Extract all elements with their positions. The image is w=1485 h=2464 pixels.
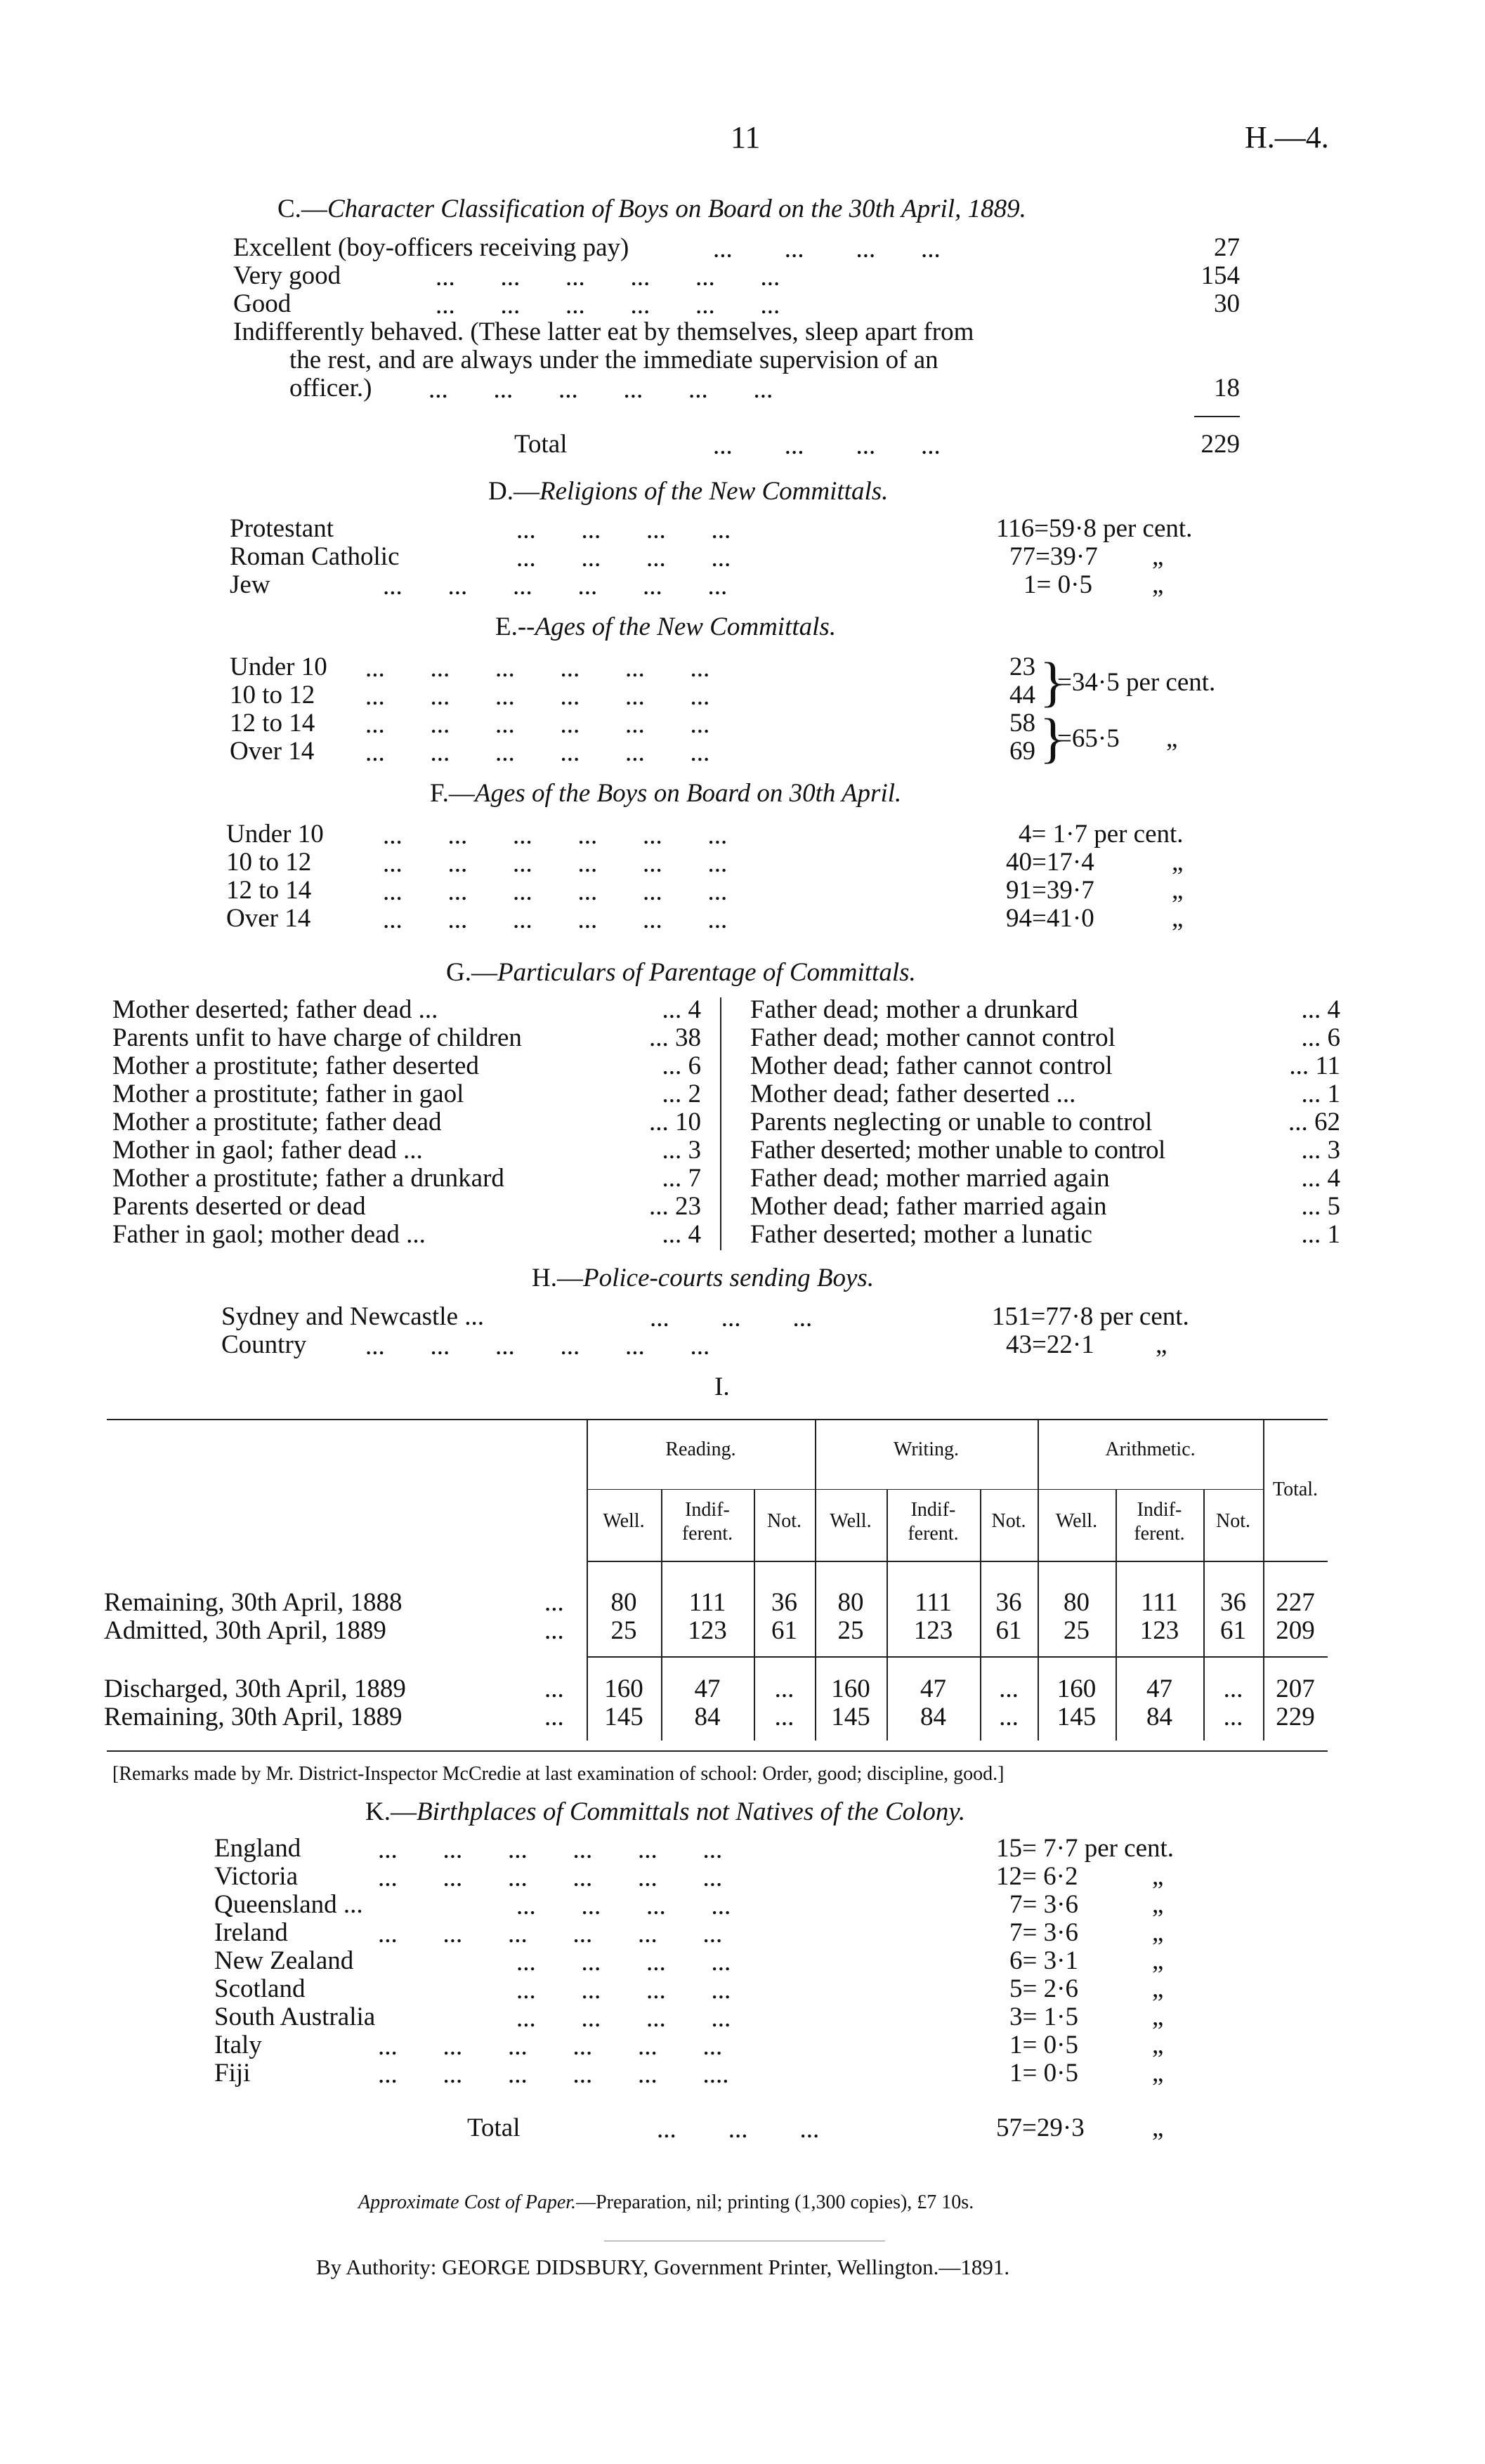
leader-dots: ... ... ... ... ... ... bbox=[365, 654, 710, 683]
section-g-title: G.—Particulars of Parentage of Committals. bbox=[446, 958, 916, 987]
leader-dots: ... ... ... ... ... ... bbox=[383, 572, 728, 601]
leader-dots: ... ... ... ... ... ... bbox=[378, 2032, 723, 2061]
section-g-left-value: ... 2 bbox=[662, 1080, 701, 1108]
section-k-row-value: 15= 7·7 per cent. bbox=[996, 1834, 1175, 1863]
table-cell: ... bbox=[1223, 1703, 1243, 1731]
leader-dots: ... bbox=[544, 1703, 564, 1731]
table-cell: 123 bbox=[1139, 1616, 1179, 1645]
section-d-title: D.—Religions of the New Committals. bbox=[488, 477, 889, 506]
section-h-row-value: 43=22·1 bbox=[1006, 1330, 1094, 1359]
leader-dots: ... ... ... bbox=[650, 1304, 813, 1332]
section-g-left-label: Mother in gaol; father dead ... bbox=[112, 1136, 423, 1165]
ditto-mark: „ bbox=[1166, 724, 1178, 753]
section-c-total-label: Total bbox=[514, 430, 568, 459]
section-g-right-value: ... 62 bbox=[1288, 1108, 1340, 1136]
section-c-row-value: 30 bbox=[1214, 289, 1240, 318]
leader-dots: ... ... ... ... bbox=[516, 544, 731, 572]
section-f-row-label: 12 to 14 bbox=[226, 876, 312, 905]
section-c-indifferent-line3: officer.) bbox=[289, 374, 372, 402]
section-e-row-label: 10 to 12 bbox=[230, 681, 315, 709]
section-k-row-label: South Australia bbox=[214, 2003, 376, 2031]
leader-dots: ... ... ... ... ... ... bbox=[378, 1920, 723, 1948]
table-cell: 61 bbox=[995, 1616, 1022, 1645]
table-cell: 111 bbox=[1141, 1588, 1178, 1617]
table-cell: 145 bbox=[831, 1703, 870, 1731]
section-g-left-value: ... 3 bbox=[662, 1136, 701, 1165]
table-cell: 80 bbox=[837, 1588, 864, 1617]
section-e-row-label: 12 to 14 bbox=[230, 709, 315, 738]
table-cell: 84 bbox=[1146, 1703, 1172, 1731]
section-f-row-value: 91=39·7 bbox=[1006, 876, 1094, 905]
section-g-left-label: Parents deserted or dead bbox=[112, 1192, 366, 1221]
section-c-row-value: 27 bbox=[1214, 233, 1240, 262]
leader-dots: ... ... ... ... ... ... bbox=[365, 710, 710, 739]
section-c-row-label: Excellent (boy-officers receiving pay) bbox=[233, 233, 629, 262]
leader-dots: ... bbox=[544, 1616, 564, 1645]
leader-dots: ... bbox=[544, 1675, 564, 1703]
ditto-mark: „ bbox=[1152, 2059, 1164, 2088]
table-cell: ... bbox=[999, 1675, 1019, 1703]
table-cell: 47 bbox=[1146, 1675, 1172, 1703]
section-g-left-value: ... 23 bbox=[649, 1192, 701, 1221]
section-k-row-value: 6= 3·1 bbox=[1009, 1946, 1078, 1975]
printer-authority: By Authority: GEORGE DIDSBURY, Government Printer, Wellington.—1891. bbox=[316, 2255, 1010, 2279]
section-g-right-label: Mother dead; father deserted ... bbox=[750, 1080, 1076, 1108]
table-row-label: Admitted, 30th April, 1889 bbox=[104, 1616, 386, 1645]
ditto-mark: „ bbox=[1152, 2114, 1164, 2142]
ditto-mark: „ bbox=[1172, 848, 1184, 877]
table-cell: 229 bbox=[1276, 1703, 1315, 1731]
table-cell: 160 bbox=[831, 1675, 870, 1703]
section-d-row-label: Protestant bbox=[230, 514, 334, 543]
table-row-label: Remaining, 30th April, 1889 bbox=[104, 1703, 403, 1731]
table-cell: 80 bbox=[610, 1588, 637, 1617]
section-d-row-label: Roman Catholic bbox=[230, 542, 400, 571]
section-g-right-value: ... 1 bbox=[1301, 1080, 1340, 1108]
ditto-mark: „ bbox=[1152, 1862, 1164, 1891]
section-g-right-label: Father dead; mother cannot control bbox=[750, 1023, 1116, 1052]
section-d-row-label: Jew bbox=[230, 570, 270, 599]
table-subhead-rule bbox=[587, 1489, 1263, 1490]
section-d-row-value: 116=59·8 per cent. bbox=[996, 514, 1193, 543]
section-g-right-value: ... 5 bbox=[1301, 1192, 1340, 1221]
table-group-header: Reading. bbox=[665, 1439, 736, 1460]
table-mid-rule bbox=[587, 1656, 1328, 1658]
section-f-row-value: 40=17·4 bbox=[1006, 848, 1094, 877]
table-cell: 84 bbox=[920, 1703, 946, 1731]
section-f-row-label: Over 14 bbox=[226, 904, 311, 933]
section-d-row-value: 1= 0·5 bbox=[1023, 570, 1092, 599]
section-c-title: C.—Character Classification of Boys on Board on the 30th April, 1889. bbox=[277, 195, 1026, 223]
column-divider bbox=[720, 997, 721, 1250]
table-cell: ... bbox=[774, 1703, 794, 1731]
table-cell: 36 bbox=[771, 1588, 797, 1617]
section-k-row-value: 5= 2·6 bbox=[1009, 1974, 1078, 2003]
section-f-row-label: Under 10 bbox=[226, 820, 324, 848]
section-k-row-label: Scotland bbox=[214, 1974, 306, 2003]
section-e-title: E.--Ages of the New Committals. bbox=[495, 612, 837, 641]
table-head-rule bbox=[587, 1561, 1328, 1562]
leader-dots: ... ... ... ... bbox=[516, 516, 731, 544]
section-k-row-label: Fiji bbox=[214, 2059, 251, 2088]
section-k-total-label: Total bbox=[467, 2114, 521, 2142]
table-subheader: Indif- ferent. bbox=[681, 1499, 733, 1545]
section-g-right-label: Father deserted; mother a lunatic bbox=[750, 1220, 1092, 1249]
section-g-left-value: ... 38 bbox=[649, 1023, 701, 1052]
section-d-row-value: 77=39·7 bbox=[1009, 542, 1098, 571]
section-g-left-value: ... 4 bbox=[662, 995, 701, 1024]
table-cell: 227 bbox=[1276, 1588, 1315, 1617]
table-cell: 61 bbox=[771, 1616, 797, 1645]
table-cell: 36 bbox=[1220, 1588, 1246, 1617]
table-subheader: Not. bbox=[767, 1510, 802, 1532]
section-g-right-value: ... 4 bbox=[1301, 1164, 1340, 1193]
section-e-group1: =34·5 per cent. bbox=[1057, 668, 1216, 697]
table-cell: 111 bbox=[688, 1588, 726, 1617]
table-cell: 160 bbox=[1056, 1675, 1097, 1703]
section-k-row-label: England bbox=[214, 1834, 301, 1863]
table-subheader: Well. bbox=[1055, 1510, 1098, 1532]
section-e-group2: =65·5 bbox=[1057, 724, 1120, 753]
leader-dots: ... ... ... ... ... ... bbox=[378, 1863, 723, 1892]
section-g-left-label: Mother a prostitute; father a drunkard bbox=[112, 1164, 504, 1193]
ditto-mark: „ bbox=[1152, 570, 1164, 599]
section-g-left-label: Parents unfit to have charge of children bbox=[112, 1023, 522, 1052]
page-number: 11 bbox=[731, 120, 761, 155]
section-c-total-value: 229 bbox=[1201, 430, 1240, 459]
section-h-row-label: Country bbox=[221, 1330, 307, 1359]
table-cell: ... bbox=[1223, 1675, 1243, 1703]
section-g-left-value: ... 10 bbox=[649, 1108, 701, 1136]
leader-dots: ... ... ... ... bbox=[516, 1892, 731, 1920]
table-subheader: Well. bbox=[830, 1510, 872, 1532]
section-g-left-label: Mother a prostitute; father deserted bbox=[112, 1051, 479, 1080]
section-g-left-label: Father in gaol; mother dead ... bbox=[112, 1220, 426, 1249]
leader-dots: ... ... ... ... ... ... bbox=[429, 375, 773, 404]
section-k-row-value: 12= 6·2 bbox=[996, 1862, 1078, 1891]
ditto-mark: „ bbox=[1152, 2003, 1164, 2031]
leader-dots: ... ... ... ... ... ... bbox=[436, 291, 780, 320]
table-cell: 47 bbox=[920, 1675, 946, 1703]
section-g-right-label: Mother dead; father cannot control bbox=[750, 1051, 1113, 1080]
table-subheader: Indif- ferent. bbox=[908, 1499, 959, 1545]
section-g-left-label: Mother a prostitute; father dead bbox=[112, 1108, 442, 1136]
leader-dots: ... ... ... ... ... ... bbox=[378, 1835, 723, 1864]
leader-dots: ... ... ... ... bbox=[516, 2004, 731, 2033]
section-e-row-value: 44 bbox=[1009, 681, 1035, 709]
section-e-row-label: Under 10 bbox=[230, 653, 327, 681]
table-group-header: Writing. bbox=[894, 1439, 959, 1460]
section-e-row-label: Over 14 bbox=[230, 737, 315, 766]
table-subheader: Well. bbox=[603, 1510, 645, 1532]
section-k-row-value: 3= 1·5 bbox=[1009, 2003, 1078, 2031]
section-e-row-value: 69 bbox=[1009, 737, 1035, 766]
section-k-title: K.—Birthplaces of Committals not Natives of the Colony. bbox=[365, 1797, 966, 1826]
leader-dots: ... ... ... ... bbox=[516, 1976, 731, 2005]
table-cell: ... bbox=[774, 1675, 794, 1703]
section-g-left-value: ... 7 bbox=[662, 1164, 701, 1193]
section-f-row-value: 94=41·0 bbox=[1006, 904, 1094, 933]
section-i-title: I. bbox=[714, 1372, 730, 1401]
ditto-mark: „ bbox=[1156, 1330, 1167, 1359]
leader-dots: ... ... ... ... ... ... bbox=[383, 905, 728, 934]
table-cell: 111 bbox=[915, 1588, 952, 1617]
section-k-total-value: 57=29·3 bbox=[996, 2114, 1085, 2142]
ditto-mark: „ bbox=[1172, 876, 1184, 905]
table-bottom-rule bbox=[107, 1750, 1328, 1752]
ditto-mark: „ bbox=[1172, 904, 1184, 933]
ditto-mark: „ bbox=[1152, 1974, 1164, 2003]
section-k-row-value: 1= 0·5 bbox=[1009, 2059, 1078, 2088]
leader-dots: ... ... ... ... ... ... bbox=[365, 1332, 710, 1361]
section-g-right-value: ... 11 bbox=[1289, 1051, 1340, 1080]
table-top-rule bbox=[107, 1419, 1328, 1420]
leader-dots: ... ... ... ... ... ... bbox=[383, 821, 728, 850]
leader-dots: ... ... ... ... ... ... bbox=[436, 263, 780, 291]
section-k-row-value: 1= 0·5 bbox=[1009, 2031, 1078, 2059]
section-c-indifferent-line2: the rest, and are always under the immediate supervision of an bbox=[289, 346, 938, 374]
leader-dots: ... ... ... ... ... ... bbox=[365, 738, 710, 767]
section-c-row-label: Very good bbox=[233, 261, 341, 290]
table-cell: 145 bbox=[1056, 1703, 1097, 1731]
table-group-header: Arithmetic. bbox=[1105, 1439, 1196, 1460]
table-cell: 36 bbox=[995, 1588, 1022, 1617]
section-g-right-value: ... 1 bbox=[1301, 1220, 1340, 1249]
document-reference: H.—4. bbox=[1245, 120, 1329, 155]
table-cell: 47 bbox=[694, 1675, 721, 1703]
total-rule bbox=[1194, 416, 1240, 417]
table-cell: 61 bbox=[1220, 1616, 1246, 1645]
table-subheader: Not. bbox=[1216, 1510, 1250, 1532]
section-g-right-value: ... 6 bbox=[1301, 1023, 1340, 1052]
brace-icon: } bbox=[1040, 707, 1066, 768]
leader-dots: ... ... ... ... ... ... bbox=[383, 849, 728, 878]
section-k-row-value: 7= 3·6 bbox=[1009, 1918, 1078, 1947]
section-g-right-label: Parents neglecting or unable to control bbox=[750, 1108, 1153, 1136]
section-g-left-label: Mother a prostitute; father in gaol bbox=[112, 1080, 464, 1108]
leader-dots: ... ... ... ... ... ... bbox=[383, 877, 728, 906]
remarks: [Remarks made by Mr. District-Inspector McCredie at last examination of school: Order, good; discipline, good.] bbox=[112, 1763, 1005, 1785]
table-row-label: Remaining, 30th April, 1888 bbox=[104, 1588, 403, 1617]
ditto-mark: „ bbox=[1152, 542, 1164, 571]
table-cell: 25 bbox=[610, 1616, 637, 1645]
section-c-indifferent-value: 18 bbox=[1214, 374, 1240, 402]
table-cell: 145 bbox=[604, 1703, 643, 1731]
table-cell: 25 bbox=[1064, 1616, 1090, 1645]
section-e-row-value: 23 bbox=[1009, 653, 1035, 681]
cost-of-paper: Approximate Cost of Paper.—Preparation, nil; printing (1,300 copies), £7 10s. bbox=[358, 2191, 974, 2213]
section-g-left-value: ... 6 bbox=[662, 1051, 701, 1080]
leader-dots: ... ... ... ... ... .... bbox=[378, 2060, 729, 2089]
section-f-row-value: 4= 1·7 per cent. bbox=[1019, 820, 1184, 848]
section-k-row-label: Victoria bbox=[214, 1862, 299, 1891]
table-total-header: Total. bbox=[1272, 1479, 1319, 1500]
section-g-right-label: Father dead; mother married again bbox=[750, 1164, 1110, 1193]
leader-dots: ... bbox=[544, 1588, 564, 1617]
section-f-row-label: 10 to 12 bbox=[226, 848, 312, 877]
table-cell: 25 bbox=[837, 1616, 864, 1645]
section-h-row-label: Sydney and Newcastle ... bbox=[221, 1302, 485, 1331]
section-k-row-label: Ireland bbox=[214, 1918, 288, 1947]
section-k-row-value: 7= 3·6 bbox=[1009, 1890, 1078, 1919]
section-h-row-value: 151=77·8 per cent. bbox=[992, 1302, 1189, 1331]
section-g-right-value: ... 4 bbox=[1301, 995, 1340, 1024]
section-k-row-label: Queensland ... bbox=[214, 1890, 363, 1919]
section-g-right-value: ... 3 bbox=[1301, 1136, 1340, 1165]
section-g-left-value: ... 4 bbox=[662, 1220, 701, 1249]
section-g-right-label: Father dead; mother a drunkard bbox=[750, 995, 1078, 1024]
section-c-row-value: 154 bbox=[1201, 261, 1240, 290]
table-subheader: Indif- ferent. bbox=[1134, 1499, 1185, 1545]
section-e-row-value: 58 bbox=[1009, 709, 1035, 738]
table-cell: 207 bbox=[1276, 1675, 1315, 1703]
section-g-left-label: Mother deserted; father dead ... bbox=[112, 995, 438, 1024]
section-c-indifferent-line1: Indifferently behaved. (These latter eat by themselves, sleep apart from bbox=[233, 317, 974, 346]
table-row-label: Discharged, 30th April, 1889 bbox=[104, 1675, 406, 1703]
section-g-right-label: Father deserted; mother unable to control bbox=[750, 1136, 1165, 1165]
section-k-row-label: New Zealand bbox=[214, 1946, 354, 1975]
table-subheader: Not. bbox=[991, 1510, 1026, 1532]
table-cell: 160 bbox=[604, 1675, 643, 1703]
leader-dots: ... ... ... ... bbox=[713, 431, 941, 460]
leader-dots: ... ... ... bbox=[657, 2115, 820, 2144]
leader-dots: ... ... ... ... bbox=[516, 1948, 731, 1977]
section-c-row-label: Good bbox=[233, 289, 292, 318]
ditto-mark: „ bbox=[1152, 1890, 1164, 1919]
ditto-mark: „ bbox=[1152, 2031, 1164, 2059]
table-cell: ... bbox=[999, 1703, 1019, 1731]
leader-dots: ... ... ... ... ... ... bbox=[365, 682, 710, 711]
table-cell: 80 bbox=[1064, 1588, 1090, 1617]
ditto-mark: „ bbox=[1152, 1918, 1164, 1947]
table-cell: 123 bbox=[913, 1616, 953, 1645]
leader-dots: ... ... ... ... bbox=[713, 235, 941, 263]
table-cell: 84 bbox=[694, 1703, 721, 1731]
table-cell: 123 bbox=[688, 1616, 727, 1645]
section-h-title: H.—Police-courts sending Boys. bbox=[532, 1264, 875, 1292]
section-g-right-label: Mother dead; father married again bbox=[750, 1192, 1107, 1221]
section-f-title: F.—Ages of the Boys on Board on 30th April. bbox=[430, 779, 902, 808]
brace-icon: } bbox=[1040, 651, 1066, 712]
ditto-mark: „ bbox=[1152, 1946, 1164, 1975]
table-cell: 209 bbox=[1276, 1616, 1315, 1645]
section-k-row-label: Italy bbox=[214, 2031, 262, 2059]
